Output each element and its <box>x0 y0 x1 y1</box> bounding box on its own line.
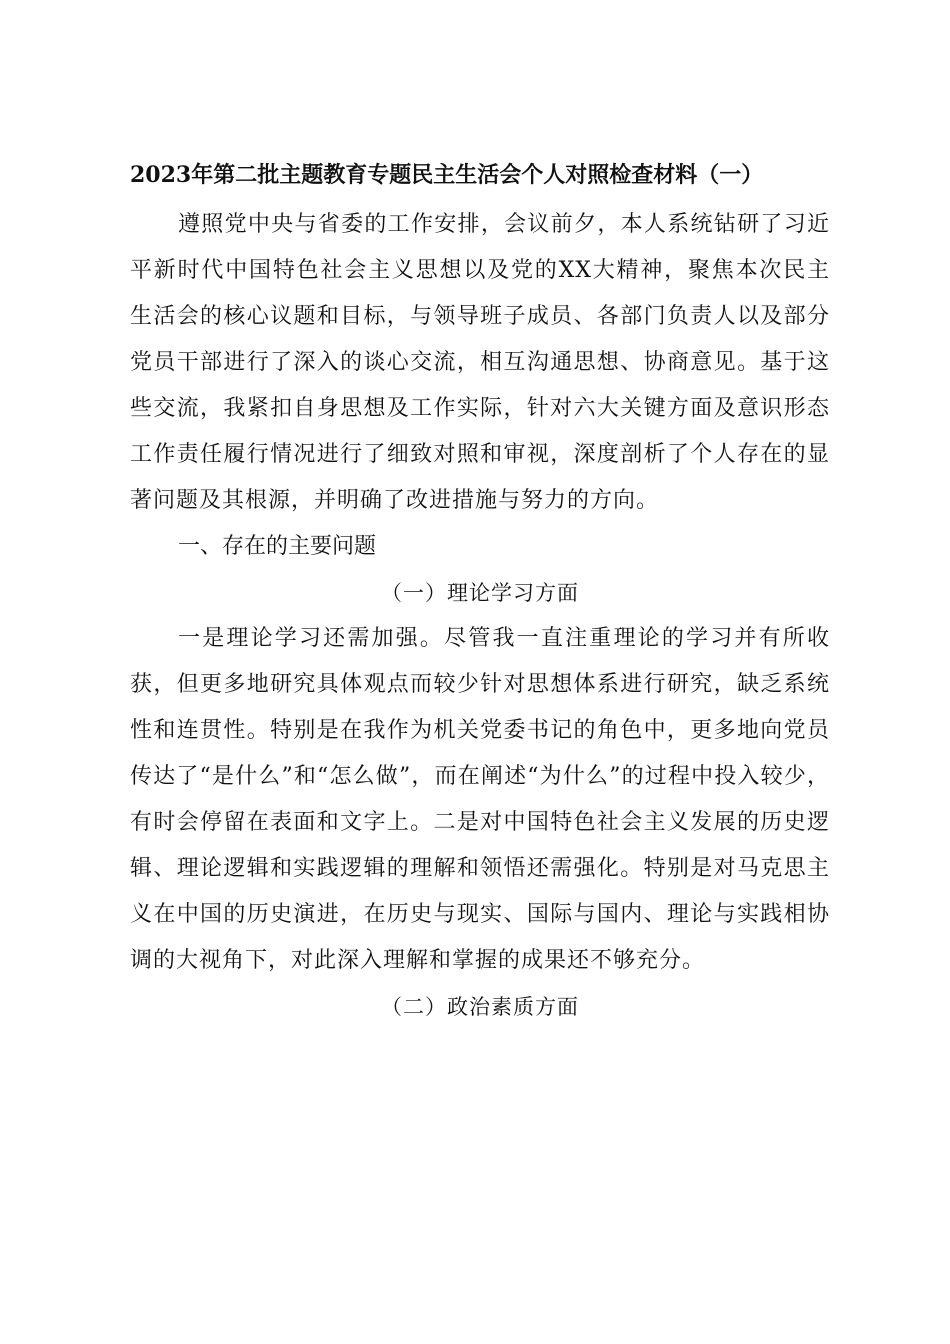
section-heading-main-problems: 一、存在的主要问题 <box>178 534 377 559</box>
intro-paragraph: 遵照党中央与省委的工作安排，会议前夕，本人系统钻研了习近平新时代中国特色社会主义思想以及党的XX大精神，聚焦本次民主生活会的核心议题和目标，与领导班子成员、各部门负责人以及部分党员干部进行了深入的谈心交流，相互沟通思想、协商意见。基于这些交流，我紧扣自身思想及工作实际，针对六大关键方面及意识形态工作责任履行情况进行了细致对照和审视，深度剖析了个人存在的显著问题及其根源，并明确了改进措施与努力的方向。 <box>130 212 830 513</box>
document-title: 2023年第二批主题教育专题民主生活会个人对照检查材料（一） <box>130 162 764 188</box>
subsection-heading-political-quality: （二）政治素质方面 <box>381 995 579 1019</box>
subsection-heading-theory-study: （一）理论学习方面 <box>381 581 579 605</box>
theory-study-paragraph: 一是理论学习还需加强。尽管我一直注重理论的学习并有所收获，但更多地研究具体观点而较少针对思想体系进行研究，缺乏系统性和连贯性。特别是在我作为机关党委书记的角色中，更多地向党员传达了“是什么”和“怎么做”，而在阐述“为什么”的过程中投入较少，有时会停留在表面和文字上。二是对中国特色社会主义发展的历史逻辑、理论逻辑和实践逻辑的理解和领悟还需强化。特别是对马克思主义在中国的历史演进，在历史与现实、国际与国内、理论与实践相协调的大视角下，对此深入理解和掌握的成果还不够充分。 <box>130 626 830 973</box>
document-content <box>130 160 830 1030</box>
